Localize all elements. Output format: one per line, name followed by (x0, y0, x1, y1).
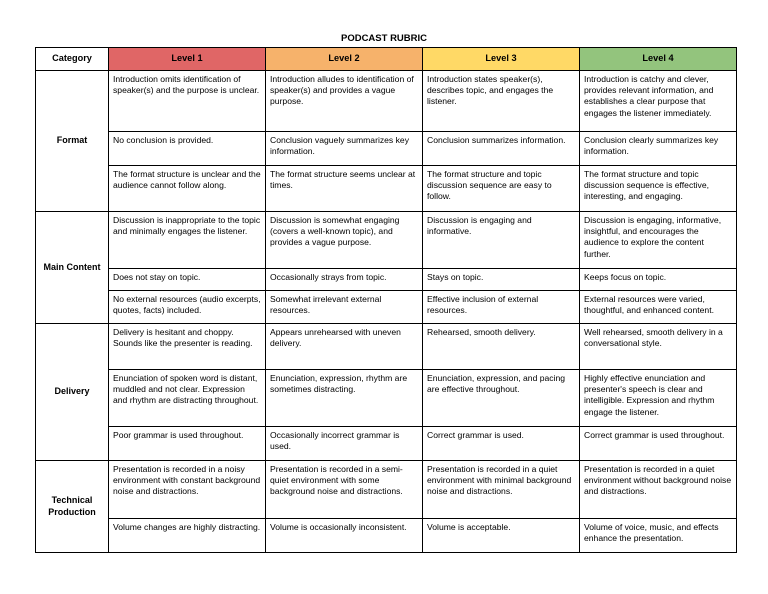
cell-level-3: The format structure and topic discussion sequence are easy to follow. (423, 166, 580, 212)
table-row (36, 166, 737, 212)
cell-level-2: Occasionally incorrect grammar is used. (266, 427, 423, 461)
cell-level-3: Correct grammar is used. (423, 427, 580, 461)
table-row (36, 71, 737, 132)
cell-level-4: Well rehearsed, smooth delivery in a conversational style. (580, 324, 737, 370)
category-delivery: Delivery (36, 324, 109, 461)
cell-level-2: Occasionally strays from topic. (266, 269, 423, 291)
cell-level-2: Enunciation, expression, rhythm are sometimes distracting. (266, 370, 423, 427)
cell-level-4: Conclusion clearly summarizes key information. (580, 132, 737, 166)
table-row (36, 132, 737, 166)
cell-level-3: Conclusion summarizes information. (423, 132, 580, 166)
table-row (36, 519, 737, 553)
header-level-1: Level 1 (109, 48, 266, 71)
cell-level-1: Presentation is recorded in a noisy environment with constant background noise and distractions. (109, 461, 266, 519)
cell-level-1: Discussion is inappropriate to the topic and minimally engages the listener. (109, 212, 266, 269)
cell-level-1: Delivery is hesitant and choppy. Sounds like the presenter is reading. (109, 324, 266, 370)
cell-level-4: Discussion is engaging, informative, insightful, and encourages the audience to explore the content further. (580, 212, 737, 269)
cell-level-4: Volume of voice, music, and effects enhance the presentation. (580, 519, 737, 553)
cell-level-3: Discussion is engaging and informative. (423, 212, 580, 269)
cell-level-3: Enunciation, expression, and pacing are effective throughout. (423, 370, 580, 427)
cell-level-1: No external resources (audio excerpts, quotes, facts) included. (109, 291, 266, 324)
cell-level-4: Highly effective enunciation and presenter's speech is clear and intelligible. Expression and rhythm engage the listener. (580, 370, 737, 427)
table-row (36, 461, 737, 519)
table-row (36, 269, 737, 291)
table-row (36, 370, 737, 427)
cell-level-3: Volume is acceptable. (423, 519, 580, 553)
header-level-3: Level 3 (423, 48, 580, 71)
cell-level-1: Introduction omits identification of speaker(s) and the purpose is unclear. (109, 71, 266, 132)
rubric-title: PODCAST RUBRIC (340, 33, 428, 44)
cell-level-4: External resources were varied, thoughtful, and enhanced content. (580, 291, 737, 324)
cell-level-3: Effective inclusion of external resources. (423, 291, 580, 324)
cell-level-3: Presentation is recorded in a quiet environment with minimal background noise and distractions. (423, 461, 580, 519)
header-row (36, 48, 737, 71)
header-level-2: Level 2 (266, 48, 423, 71)
table-row (36, 212, 737, 269)
table-row (36, 291, 737, 324)
cell-level-3: Introduction states speaker(s), describes topic, and engages the listener. (423, 71, 580, 132)
category-technical-production: Technical Production (36, 461, 109, 553)
cell-level-4: Presentation is recorded in a quiet environment without background noise and distractions. (580, 461, 737, 519)
cell-level-3: Rehearsed, smooth delivery. (423, 324, 580, 370)
category-main-content: Main Content (36, 212, 109, 324)
cell-level-4: The format structure and topic discussion sequence is effective, interesting, and engaging. (580, 166, 737, 212)
cell-level-2: Volume is occasionally inconsistent. (266, 519, 423, 553)
cell-level-1: No conclusion is provided. (109, 132, 266, 166)
cell-level-2: Presentation is recorded in a semi-quiet environment with some background noise and distractions. (266, 461, 423, 519)
header-category: Category (36, 48, 109, 71)
rubric-table (35, 47, 737, 553)
category-format: Format (36, 71, 109, 212)
cell-level-4: Introduction is catchy and clever, provides relevant information, and establishes a clear purpose that engages the listener immediately. (580, 71, 737, 132)
cell-level-2: The format structure seems unclear at times. (266, 166, 423, 212)
cell-level-1: Poor grammar is used throughout. (109, 427, 266, 461)
cell-level-2: Conclusion vaguely summarizes key information. (266, 132, 423, 166)
cell-level-1: Does not stay on topic. (109, 269, 266, 291)
cell-level-2: Appears unrehearsed with uneven delivery. (266, 324, 423, 370)
cell-level-2: Somewhat irrelevant external resources. (266, 291, 423, 324)
table-row (36, 427, 737, 461)
cell-level-3: Stays on topic. (423, 269, 580, 291)
cell-level-4: Correct grammar is used throughout. (580, 427, 737, 461)
cell-level-4: Keeps focus on topic. (580, 269, 737, 291)
table-row (36, 324, 737, 370)
cell-level-1: Volume changes are highly distracting. (109, 519, 266, 553)
cell-level-1: Enunciation of spoken word is distant, muddled and not clear. Expression and rhythm are distracting throughout. (109, 370, 266, 427)
cell-level-2: Discussion is somewhat engaging (covers a well-known topic), and provides a vague purpose. (266, 212, 423, 269)
header-level-4: Level 4 (580, 48, 737, 71)
cell-level-2: Introduction alludes to identification of speaker(s) and provides a vague purpose. (266, 71, 423, 132)
cell-level-1: The format structure is unclear and the audience cannot follow along. (109, 166, 266, 212)
